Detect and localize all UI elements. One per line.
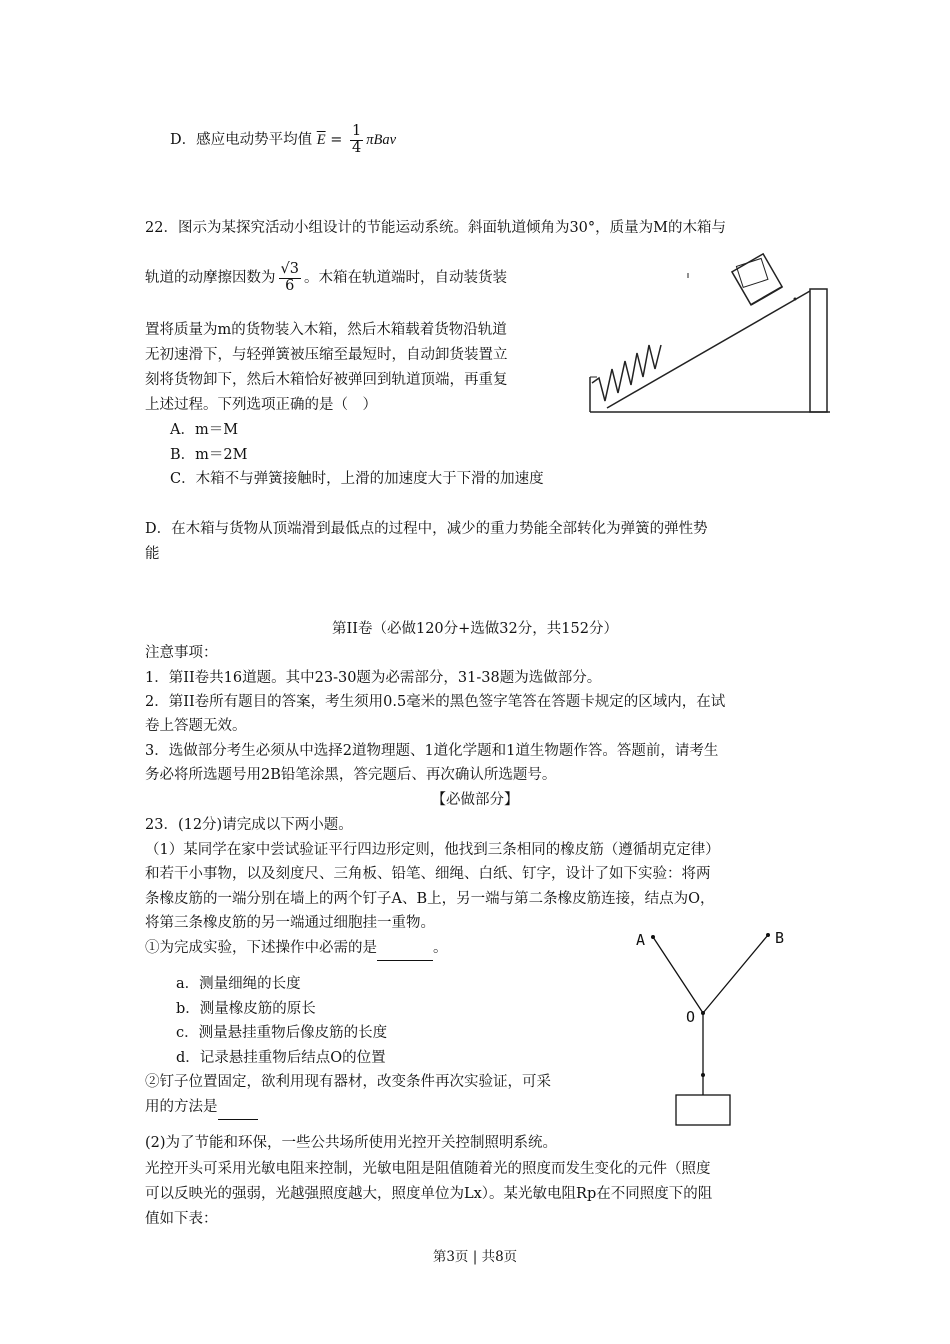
q23-option-d: d．记录悬挂重物后结点O的位置 xyxy=(176,1050,386,1066)
q22-option-b: B．m＝2M xyxy=(170,447,248,463)
q23-q2-answer-blank xyxy=(218,1095,258,1120)
q21-frac-num: 1 xyxy=(351,122,362,139)
notice-3-line2: 务必将所选题号用2B铅笔涂黑，答完题后、再次确认所选题号。 xyxy=(145,767,557,783)
q23-p2-line3: 可以反映光的强弱，光越强照度越大，照度单位为Lx）。某光敏电阻Rp在不同照度下的阻 xyxy=(145,1186,713,1202)
q21-equals: = xyxy=(330,132,343,148)
q22-frac-den: 6 xyxy=(285,277,295,294)
crate-icon xyxy=(731,252,782,305)
q22-option-d-line2: 能 xyxy=(145,546,160,562)
q23-p1-line1: （1）某同学在家中尝试验证平行四边形定则，他找到三条相同的橡皮筋（遵循胡克定律） xyxy=(145,842,720,858)
q22-line6: 上述过程。下列选项正确的是（ ） xyxy=(145,397,377,413)
q22-option-a: A．m＝M xyxy=(170,422,239,438)
q22-line5: 刻将货物卸下，然后木箱恰好被弹回到轨道顶端，再重复 xyxy=(145,372,508,388)
q23-option-c: c．测量悬挂重物后像皮筋的长度 xyxy=(176,1025,388,1041)
q21-option-d-prefix: D．感应电动势平均值 xyxy=(170,132,313,148)
incline-diagram xyxy=(585,255,835,415)
q22-option-c: C．木箱不与弹簧接触时，上滑的加速度大于下滑的加速度 xyxy=(170,471,544,487)
weight-icon xyxy=(676,1095,730,1125)
q23-p2-line4: 值如下表： xyxy=(145,1211,218,1227)
q23-q2-line2 xyxy=(145,1095,258,1120)
q22-line3: 置将质量为m的货物装入木箱，然后木箱载着货物沿轨道 xyxy=(145,322,507,338)
q21-option-d xyxy=(170,120,396,160)
q21-emf-symbol: $\overline{E}$ xyxy=(316,132,326,148)
q22-line1: 22．图示为某探究活动小组设计的节能运动系统。斜面轨道倾角为30°，质量为M的木箱与 xyxy=(145,220,726,236)
q21-frac-den: 4 xyxy=(351,139,362,156)
q23-p2-line1: (2)为了节能和环保，一些公共场所使用光控开关控制照明系统。 xyxy=(145,1135,558,1151)
q22-line4: 无初速滑下，与轻弹簧被压缩至最短时，自动卸货装置立 xyxy=(145,347,508,363)
q23-option-a: a．测量细绳的长度 xyxy=(176,976,301,992)
q23-p2-line2: 光控开头可采用光敏电阻来控制，光敏电阻是阻值随着光的照度而发生变化的元件（照度 xyxy=(145,1161,711,1177)
notice-1: 1．第II卷共16道题。其中23-30题为必需部分，31-38题为选做部分。 xyxy=(145,670,602,686)
q23-q2-line2-text: 用的方法是 xyxy=(145,1099,218,1115)
q23-q2-line1: ②钉子位置固定，欲利用现有器材，改变条件再次实验证，可采 xyxy=(145,1074,551,1090)
q22-line2-suffix: 。木箱在轨道端时，自动装货装 xyxy=(303,270,507,286)
q23-q1-prefix: ①为完成实验，下述操作中必需的是 xyxy=(145,940,377,956)
page-footer: 第3页 | 共8页 xyxy=(432,1249,518,1265)
notice-heading: 注意事项： xyxy=(145,645,218,661)
q23-p1-line2: 和若干小事物，以及刻度尺、三角板、铅笔、细绳、白纸、钉字，设计了如下实验：将两 xyxy=(145,866,711,882)
section2-title: 第II卷（必做120分+选做32分，共152分） xyxy=(332,621,618,637)
label-o: O xyxy=(686,1008,696,1026)
q23-q1-answer-blank xyxy=(377,936,433,961)
spring-icon xyxy=(592,345,661,401)
required-section-heading: 【必做部分】 xyxy=(431,792,519,808)
q21-fraction xyxy=(350,124,363,157)
notice-2-line1: 2．第II卷所有题目的答案，考生须用0.5毫米的黑色签字笔答在答题卡规定的区域内，在试 xyxy=(145,694,726,710)
q23-heading: 23．(12分)请完成以下两小题。 xyxy=(145,817,353,833)
notice-2-line2: 卷上答题无效。 xyxy=(145,718,247,734)
q21-tail: πBav xyxy=(366,132,397,148)
q22-frac-num: √3 xyxy=(280,260,299,277)
q22-fraction xyxy=(279,262,301,295)
q22-line2 xyxy=(145,258,507,298)
notice-3-line1: 3．选做部分考生必须从中选择2道物理题、1道化学题和1道生物题作答。答题前，请考生 xyxy=(145,743,719,759)
q22-line2-prefix: 轨道的动摩擦因数为 xyxy=(145,270,276,286)
knot-diagram xyxy=(630,925,800,1130)
q23-question-1 xyxy=(145,936,448,961)
label-a: A xyxy=(636,931,646,949)
q23-q1-suffix: 。 xyxy=(433,940,448,956)
q22-option-d-line1: D．在木箱与货物从顶端滑到最低点的过程中，减少的重力势能全部转化为弹簧的弹性势 xyxy=(145,521,708,537)
q23-option-b: b．测量橡皮筋的原长 xyxy=(176,1001,316,1017)
q23-p1-line4: 将第三条橡皮筋的另一端通过细胞挂一重物。 xyxy=(145,915,435,931)
q23-p1-line3: 条橡皮筋的一端分别在墙上的两个钉子A、B上，另一端与第二条橡皮筋连接，结点为O， xyxy=(145,891,715,907)
label-b: B xyxy=(775,929,785,947)
